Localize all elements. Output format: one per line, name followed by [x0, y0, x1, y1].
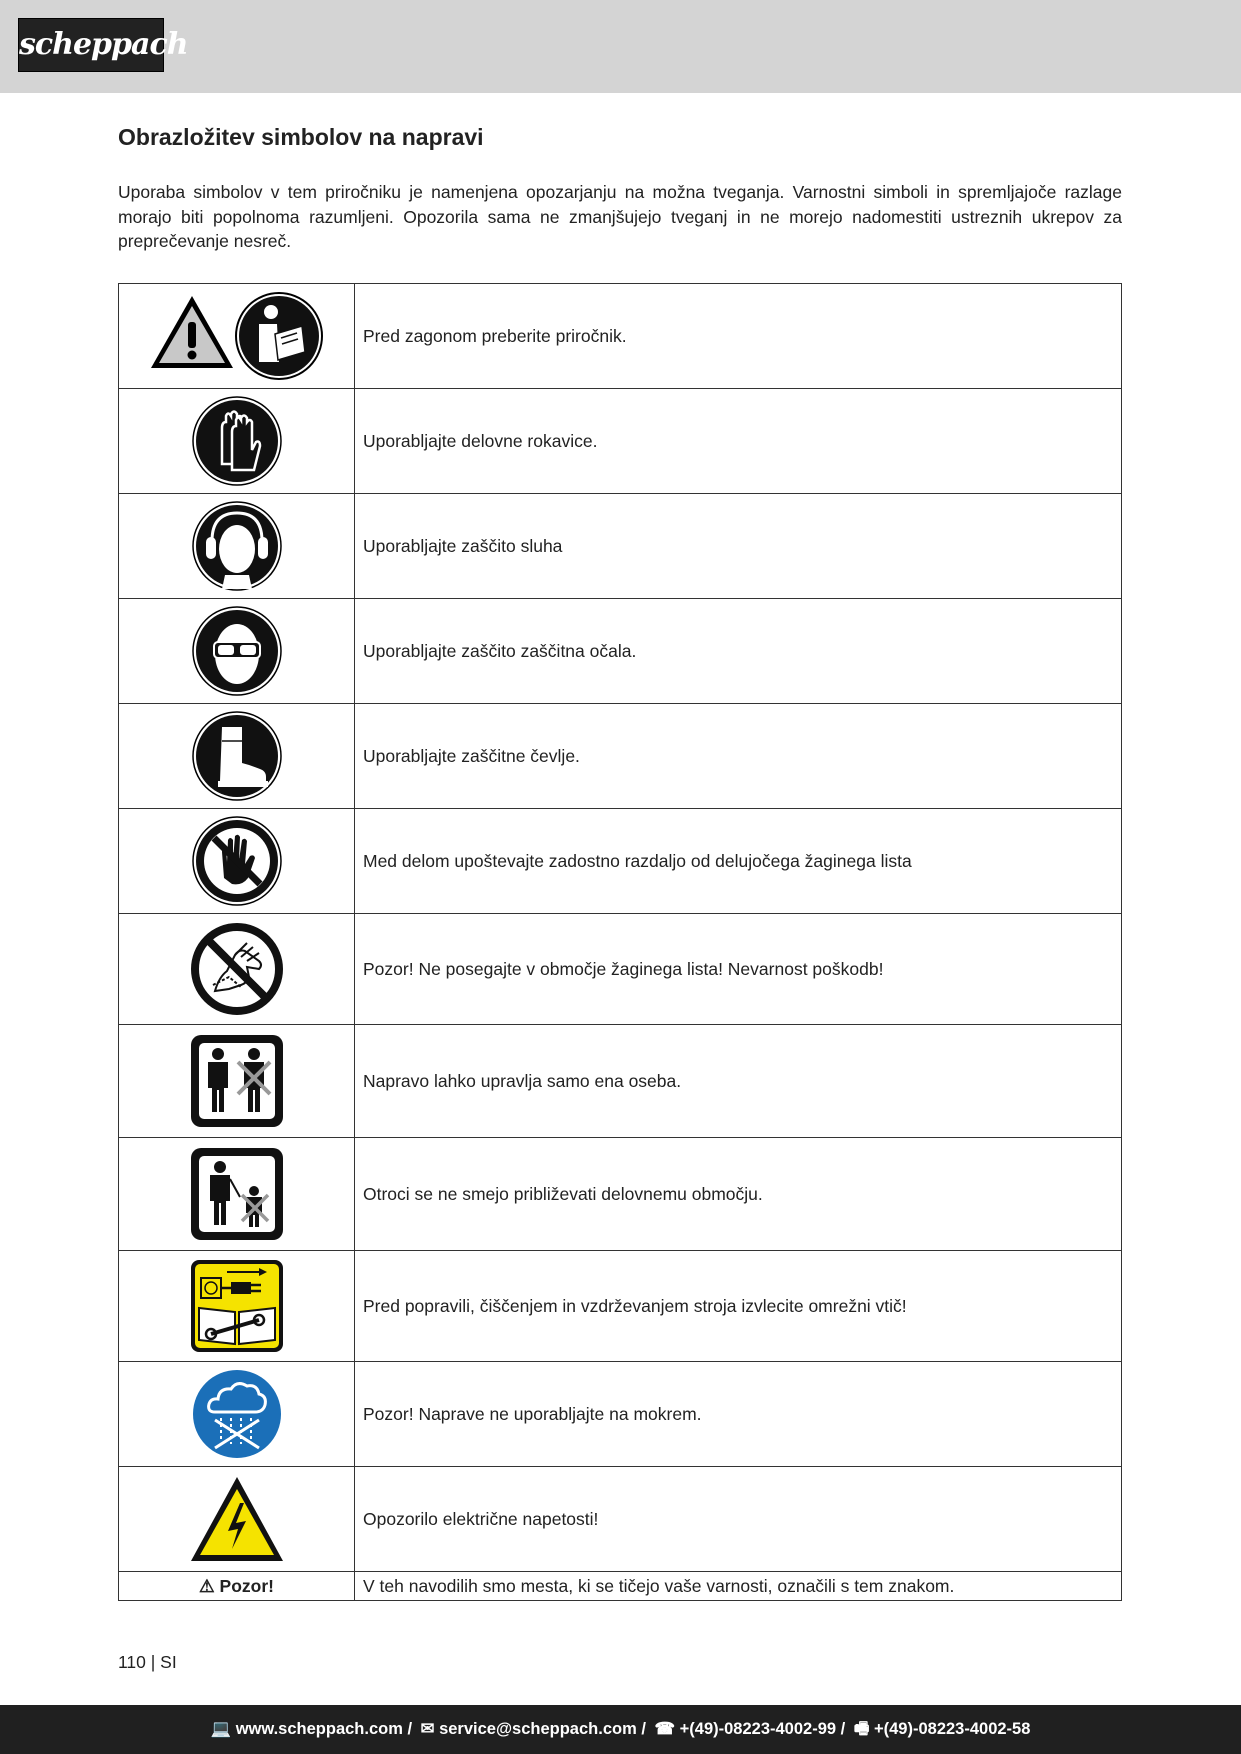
electric-voltage-warning-icon — [188, 1473, 286, 1565]
row-text: Napravo lahko upravlja samo ena oseba. — [355, 1025, 1122, 1138]
row-text: Otroci se ne smejo približevati delovnemu območju. — [355, 1138, 1122, 1251]
row-text: Opozorilo električne napetosti! — [355, 1467, 1122, 1572]
icon-cell — [119, 1025, 355, 1138]
icon-cell — [119, 599, 355, 704]
icon-cell — [119, 914, 355, 1025]
icon-cell — [119, 284, 355, 389]
pozor-label: ⚠ Pozor! — [119, 1572, 355, 1601]
table-row — [119, 284, 1122, 389]
ear-protection-icon — [192, 501, 282, 591]
table-row — [119, 389, 1122, 494]
footer-website-link[interactable]: 💻 www.scheppach.com / — [210, 1720, 413, 1738]
safety-boots-icon — [192, 711, 282, 801]
table-row — [119, 599, 1122, 704]
unplug-before-maintenance-icon — [189, 1258, 285, 1354]
row-text: Pozor! Ne posegajte v območje žaginega lista! Nevarnost poškodb! — [355, 914, 1122, 1025]
gloves-icon — [192, 396, 282, 486]
table-row — [119, 1138, 1122, 1251]
table-row — [119, 1362, 1122, 1467]
no-reach-blade-icon — [189, 921, 285, 1017]
page-footer — [0, 1705, 1241, 1754]
icon-cell — [119, 1467, 355, 1572]
scheppach-logo: scheppach — [18, 18, 164, 72]
table-row — [119, 1572, 1122, 1601]
table-row — [119, 809, 1122, 914]
no-children-icon — [188, 1145, 286, 1243]
table-row — [119, 704, 1122, 809]
footer-fax: 🖷 +(49)-08223-4002-58 — [853, 1720, 1031, 1738]
icon-cell — [119, 1362, 355, 1467]
table-row — [119, 494, 1122, 599]
one-operator-icon — [188, 1032, 286, 1130]
footer-email-link[interactable]: ✉ service@scheppach.com / — [420, 1720, 646, 1738]
no-wet-conditions-icon — [191, 1368, 283, 1460]
warning-and-read-manual-icon — [147, 290, 327, 382]
icon-cell — [119, 809, 355, 914]
icon-cell — [119, 1138, 355, 1251]
safety-glasses-icon — [192, 606, 282, 696]
table-row — [119, 914, 1122, 1025]
row-text: Med delom upoštevajte zadostno razdaljo od delujočega žaginega lista — [355, 809, 1122, 914]
table-row — [119, 1251, 1122, 1362]
page-header — [0, 0, 1241, 93]
table-row — [119, 1467, 1122, 1572]
row-text: Uporabljajte delovne rokavice. — [355, 389, 1122, 494]
icon-cell — [119, 1251, 355, 1362]
icon-cell — [119, 704, 355, 809]
row-text: Pred popravili, čiščenjem in vzdrževanjem stroja izvlecite omrežni vtič! — [355, 1251, 1122, 1362]
row-text: Pozor! Naprave ne uporabljajte na mokrem. — [355, 1362, 1122, 1467]
row-text: V teh navodilih smo mesta, ki se tičejo vaše varnosti, označili s tem znakom. — [355, 1572, 1122, 1601]
intro-paragraph: Uporaba simbolov v tem priročniku je namenjena opozarjanju na možna tveganja. Varnostni simboli in spremljajoče razlage morajo biti popolnoma razumljeni. Opozorila sama ne zmanjšujejo tveganj in ne morejo nadomestiti ustreznih ukrepov za preprečevanje nesreč. — [118, 182, 1122, 251]
row-text: Pred zagonom preberite priročnik. — [355, 284, 1122, 389]
page-title: Obrazložitev simbolov na napravi — [118, 124, 484, 150]
icon-cell — [119, 494, 355, 599]
no-touch-hand-icon — [192, 816, 282, 906]
symbols-table — [118, 283, 1122, 1601]
row-text: Uporabljajte zaščito zaščitna očala. — [355, 599, 1122, 704]
row-text: Uporabljajte zaščitne čevlje. — [355, 704, 1122, 809]
page-number: 110 | SI — [118, 1652, 177, 1672]
row-text: Uporabljajte zaščito sluha — [355, 494, 1122, 599]
table-row — [119, 1025, 1122, 1138]
icon-cell — [119, 389, 355, 494]
footer-phone: ☎ +(49)-08223-4002-99 / — [654, 1720, 846, 1738]
